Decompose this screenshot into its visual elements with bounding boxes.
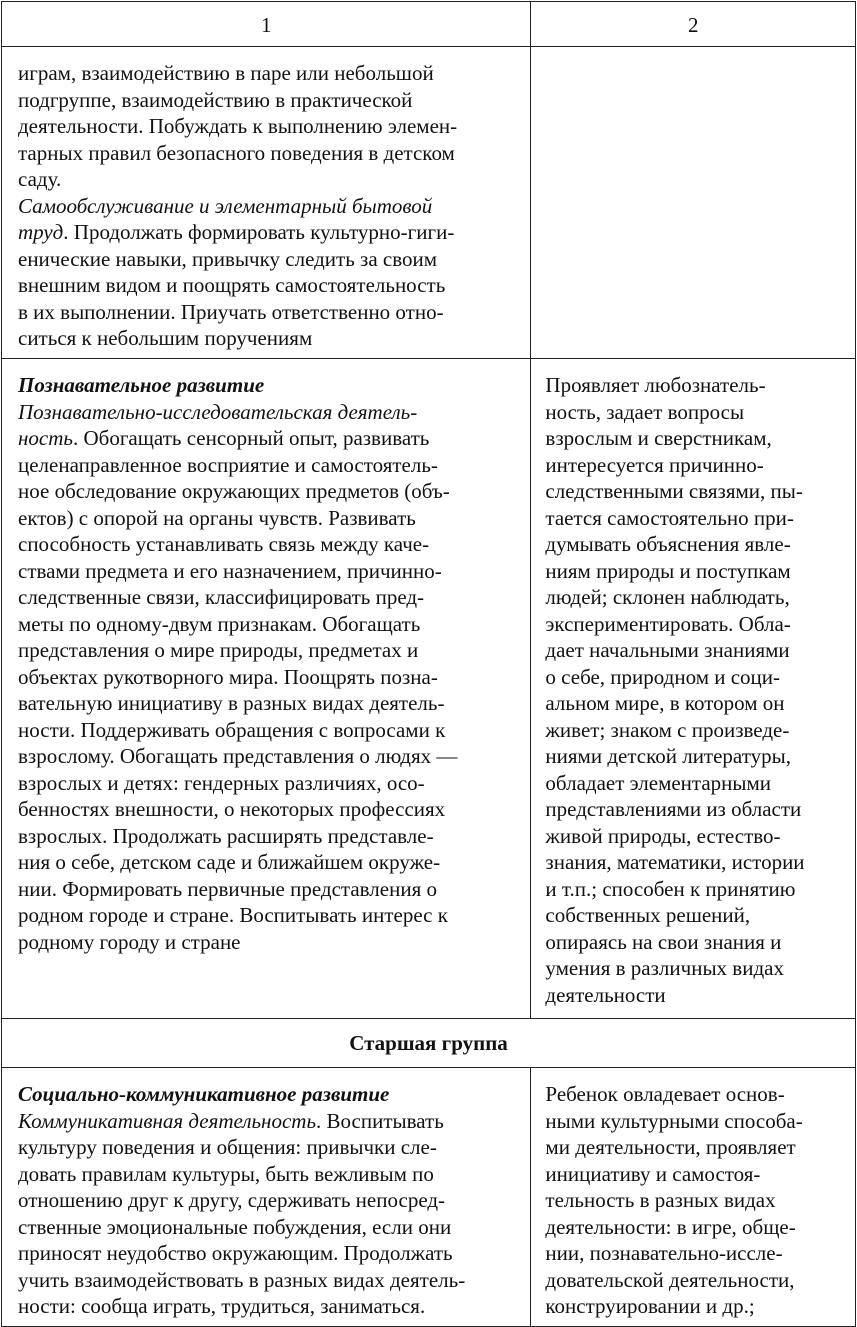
text-line: взрослым и сверстникам, xyxy=(545,426,772,450)
text-line: умения в различных видах xyxy=(545,956,784,980)
subsection-heading: Самообслуживание и элементарный бытовой xyxy=(18,193,433,218)
text-line: ниями детской литературы, xyxy=(545,744,791,768)
text-line: целенаправленное восприятие и самостоятель- xyxy=(18,452,438,477)
text-line: ными культурными способа- xyxy=(545,1108,803,1133)
text-line: живет; знаком с произведе- xyxy=(545,717,790,742)
text-line: деятельности xyxy=(545,982,666,1007)
text-line: взрослых. Продолжать расширять представле- xyxy=(18,823,434,848)
activity-heading: Коммуникативная деятельность xyxy=(18,1108,316,1133)
text-fragment: . Продолжать формировать культурно-гиги- xyxy=(63,220,455,244)
text-line: приносят неудобство окружающим. Продолжать xyxy=(18,1241,453,1265)
text-line: людей; склонен наблюдать, xyxy=(545,585,790,609)
text-line: ствами предмета и его назначением, причинно- xyxy=(18,558,442,583)
row2-left-cell xyxy=(2,359,531,1019)
text-line: тарных правил безопасного поведения в детском xyxy=(18,140,455,165)
row1-right-cell xyxy=(531,47,856,359)
text-fragment: . Обогащать сенсорный опыт, развивать xyxy=(72,426,430,450)
text-line: внешним видом и поощрять самостоятельность xyxy=(18,273,446,297)
text-line: вательную инициативу в разных видах деятель- xyxy=(18,691,445,715)
text-line: тельность в разных видах xyxy=(545,1188,776,1212)
area-title: Социально-коммуникативное развитие xyxy=(18,1082,390,1106)
activity-heading-end: ность xyxy=(18,426,73,450)
text-line: взрослому. Обогащать представления о людях — xyxy=(18,744,458,768)
text-line: учить взаимодействовать в разных видах деятель- xyxy=(18,1267,466,1292)
row3-left-cell xyxy=(2,1068,531,1327)
activity-heading: Познавательно-исследовательская деятель- xyxy=(18,399,418,424)
text-line: следственными связями, пы- xyxy=(545,479,803,503)
table-header-row xyxy=(2,2,856,47)
text-line: Проявляет любознатель- xyxy=(545,373,766,397)
table-row xyxy=(2,359,856,1019)
text-line: ности. Поддерживать обращения с вопросами к xyxy=(18,717,446,742)
text-line: альном мире, в котором он xyxy=(545,691,785,715)
text-line: ственные эмоциональные побуждения, если они xyxy=(18,1214,452,1239)
text-line: деятельности. Побуждать к выполнению элемен- xyxy=(18,114,458,138)
subsection-heading-end: труд xyxy=(18,220,64,244)
text-line: способность устанавливать связь между каче- xyxy=(18,532,430,556)
table-row xyxy=(2,47,856,359)
text-line: культуру поведения и общения: привычки сле- xyxy=(18,1135,437,1159)
text-line: опираясь на свои знания и xyxy=(545,929,782,954)
text-line: обладает элементарными xyxy=(545,770,772,795)
row2-right-cell xyxy=(531,359,856,1019)
area-title: Познавательное развитие xyxy=(18,373,265,397)
table-row xyxy=(2,1068,856,1327)
text-line: ное обследование окружающих предметов (объ- xyxy=(18,479,450,503)
text-line: представлениями из области xyxy=(545,797,802,821)
text-line: следственные связи, классифицировать пред- xyxy=(18,585,425,609)
text-line xyxy=(18,425,522,452)
text-line: саду. xyxy=(18,167,62,191)
text-line: ситься к небольшим поручениям xyxy=(18,326,313,350)
text-line: думывать объяснения явле- xyxy=(545,532,791,556)
text-line: отношению друг к другу, сдерживать непосред- xyxy=(18,1188,446,1212)
text-line: ния о себе, детском саде и ближайшем окруже- xyxy=(18,850,441,874)
text-line: в их выполнении. Приучать ответственно отно- xyxy=(18,299,444,324)
text-line: довать правилам культуры, быть вежливым по xyxy=(18,1161,434,1186)
text-line: дает начальными знаниями xyxy=(545,638,790,662)
row3-right-cell xyxy=(531,1068,856,1327)
text-line: родному городу и стране xyxy=(18,929,241,954)
text-line: экспериментировать. Обла- xyxy=(545,611,791,636)
text-line: ности: сообща играть, трудиться, заниматься. xyxy=(18,1294,426,1318)
text-line: живой природы, естество- xyxy=(545,823,781,848)
text-line: ми деятельности, проявляет xyxy=(545,1135,796,1159)
text-line: Ребенок овладевает основ- xyxy=(545,1082,785,1106)
text-line: ность, задает вопросы xyxy=(545,399,745,424)
section-row xyxy=(2,1019,856,1068)
text-line: объектах рукотворного мира. Поощрять позна- xyxy=(18,664,438,689)
text-line: собственных решений, xyxy=(545,903,751,927)
text-line: бенностях внешности, о некоторых профессиях xyxy=(18,797,446,821)
header-col-1: 1 xyxy=(2,2,531,47)
text-line: знания, математики, истории xyxy=(545,850,805,874)
text-line: инициативу и самостоя- xyxy=(545,1161,761,1186)
text-line: меты по одному-двум признакам. Обогащать xyxy=(18,611,421,636)
text-line: интересуется причинно- xyxy=(545,452,764,477)
text-line: о себе, природном и соци- xyxy=(545,664,781,689)
text-line: и т.п.; способен к принятию xyxy=(545,876,796,901)
text-line: тается самостоятельно при- xyxy=(545,505,794,530)
text-line: представления о мире природы, предметах и xyxy=(18,638,419,662)
text-line: енические навыки, привычку следить за своим xyxy=(18,246,438,271)
text-line xyxy=(18,219,522,246)
text-line: взрослых и детях: гендерных различиях, осо- xyxy=(18,770,425,795)
curriculum-table xyxy=(1,1,856,1327)
text-line: ектов) с опорой на органы чувств. Развивать xyxy=(18,505,416,530)
text-line: играм, взаимодействию в паре или небольшой xyxy=(18,61,434,85)
text-line: родном городе и стране. Воспитывать интерес к xyxy=(18,903,448,927)
text-line: ниям природы и поступкам xyxy=(545,558,791,583)
text-line: подгруппе, взаимодействию в практической xyxy=(18,87,413,112)
text-line xyxy=(18,1108,522,1135)
header-col-2: 2 xyxy=(531,2,856,47)
text-line: нии. Формировать первичные представления о xyxy=(18,876,437,901)
text-line: нии, познавательно-иссле- xyxy=(545,1241,783,1265)
text-line: конструировании и др.; xyxy=(545,1294,755,1318)
row1-left-cell xyxy=(2,47,531,359)
text-line: деятельности: в игре, обще- xyxy=(545,1214,796,1239)
text-fragment: . Воспитывать xyxy=(316,1108,444,1133)
section-title: Старшая группа xyxy=(2,1019,856,1068)
text-line: довательской деятельности, xyxy=(545,1267,795,1292)
